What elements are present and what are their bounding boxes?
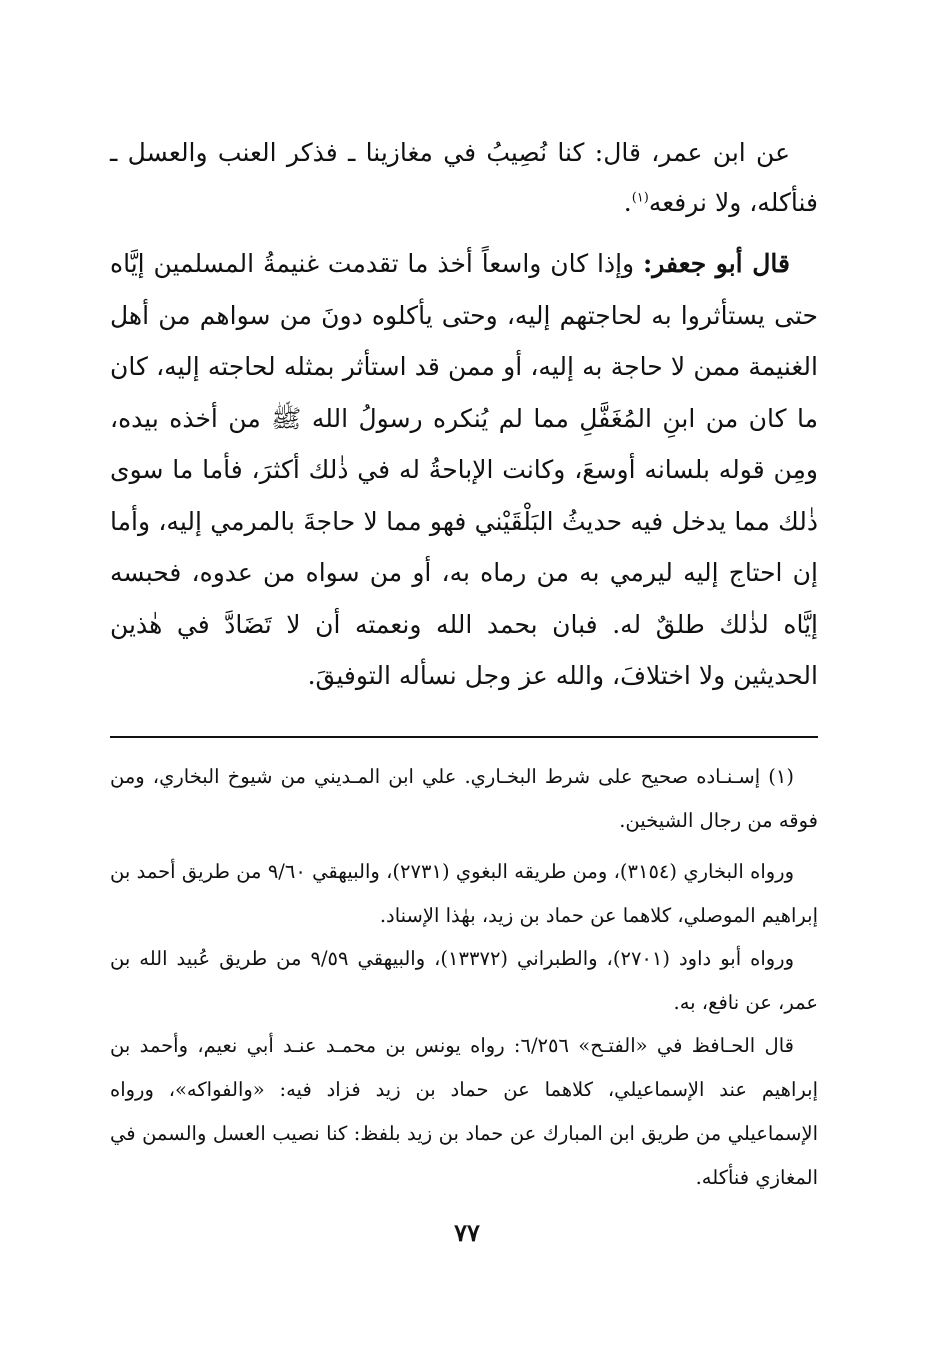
footnote-3: ورواه أبو داود (٢٧٠١)، والطبراني (١٣٣٧٢)، والبيهقي ٩/٥٩ من طريق عُبيد الله بن عمر، عن نافع، به. [110,947,818,1014]
footnote-separator [110,736,818,738]
body-paragraph-2 [110,238,818,702]
page-number: ٧٧ [454,1218,480,1247]
paragraph-1-text: عن ابن عمر، قال: كنا نُصِيبُ في مغازينا ـ فذكر العنب والعسل ـ فنأكله، ولا نرفعه [110,138,818,217]
paragraph-1-end: . [623,188,632,217]
body-paragraph-1 [110,128,818,228]
footnote-reference: (١) [631,190,649,206]
footnote-4: قال الحـافظ في «الفتـح» ٦/٢٥٦: رواه يونس بن محمـد عنـد أبي نعيم، وأحمد بن إبراهيم عند الإسماعيلي، كلاهما عن حماد بن زيد فزاد فيه: «والفواكه»، ورواه الإسماعيلي من طريق ابن المبارك عن حماد بن زيد بلفظ: كنا نصيب العسل والسمن في المغازي فنأكله. [110,1034,818,1189]
footnote-2: ورواه البخاري (٣١٥٤)، ومن طريقه البغوي (٢٧٣١)، والبيهقي ٩/٦٠ من طريق أحمد بن إبراهيم الموصلي، كلاهما عن حماد بن زيد، بهٰذا الإسناد. [110,860,818,927]
paragraph-2-lead: قال أبو جعفر: [642,249,790,278]
paragraph-2-text: وإذا كان واسعاً أخذ ما تقدمت غنيمةُ المسلمين إيَّاه حتى يستأثروا به لحاجتهم إليه، وحتى يأكلوه دونَ من سواهم من أهل الغنيمة ممن لا حاجة به إليه، أو ممن قد استأثر بمثله لحاجته إليه، كان ما كان من ابنِ المُغَفَّلِ مما لم يُنكره رسولُ الله ﷺ من أخذه بيده، ومِن قوله بلسانه أوسعَ، وكانت الإباحةُ له في ذٰلك أكثرَ، فأما ما سوى ذٰلك مما يدخل فيه حديثُ البَلْقَيْني فهو مما لا حاجةَ بالمرمي إليه، وأما إن احتاج إليه ليرمي به من رماه به، أو من سواه من عدوه، فحبسه إيَّاه لذٰلك طلقٌ له. فبان بحمد الله ونعمته أن لا تَضَادَّ في هٰذين الحديثين ولا اختلافَ، والله عز وجل نسأله التوفيقَ. [110,249,818,690]
footnote-1: (١) إسـنـاده صحيح على شرط البخـاري. علي ابن المـديني من شيوخ البخاري، ومن فوقه من رجال الشيخين. [110,765,818,832]
